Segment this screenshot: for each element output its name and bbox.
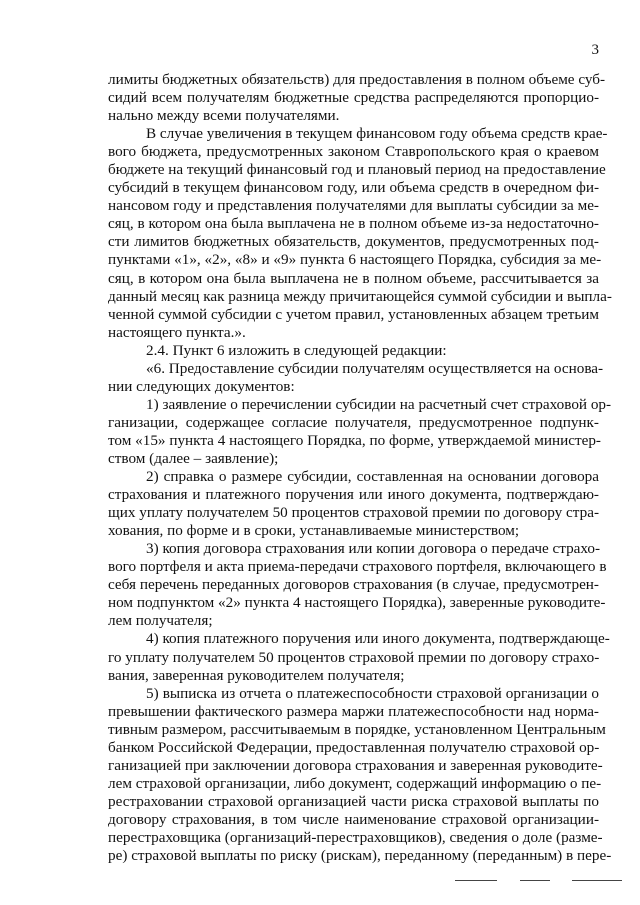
text-line: страхования и платежного поручения или иного документа, подтверждаю- [108, 486, 599, 504]
footer-mark [455, 880, 497, 881]
text-line: тивным размером, рассчитываемым в порядке, установленном Центральным [108, 720, 606, 738]
text-line: В случае увеличения в текущем финансовом году объема средств крае- [146, 125, 608, 143]
text-line: ре) страховой выплаты по риску (рискам), переданному (переданным) в пере- [108, 847, 612, 865]
text-line: данный месяц как разница между причитающейся суммой субсидии и выпла- [108, 287, 612, 305]
text-line: лем получателя; [108, 612, 213, 630]
page-number: 3 [591, 42, 599, 58]
text-line: нии следующих документов: [108, 377, 295, 395]
text-line: лимиты бюджетных обязательств) для предоставления в полном объеме суб- [108, 71, 606, 88]
text-line: вого портфеля и акта приема-передачи страхового портфеля, включающего в [108, 558, 607, 576]
text-line: 1) заявление о перечислении субсидии на расчетный счет страховой ор- [146, 395, 612, 413]
text-line: 2.4. Пункт 6 изложить в следующей редакции: [146, 341, 447, 359]
text-line: вания, заверенная руководителем получателя; [108, 666, 405, 684]
text-line: 4) копия платежного поручения или иного документа, подтверждающе- [146, 630, 610, 648]
text-line: сяц, в котором она была выплачена не в полном объеме, рассчитывается за [108, 269, 599, 287]
text-line: настоящего пункта.». [108, 323, 246, 341]
text-line: щих уплату получателем 50 процентов страховой премии по договору стра- [108, 504, 599, 522]
footer-mark [572, 880, 622, 881]
text-line: сидий всем получателям бюджетные средства распределяются пропорцио- [108, 89, 599, 107]
text-line: 5) выписка из отчета о платежеспособности страховой организации о [146, 684, 599, 702]
text-line: ном подпунктом «2» пункта 4 настоящего Порядка), заверенные руководите- [108, 594, 606, 612]
footer-scan-marks [0, 880, 640, 890]
text-line: себя перечень переданных договоров страхования (в случае, предусмотрен- [108, 576, 599, 594]
text-line: го уплату получателем 50 процентов страховой премии по договору страхо- [108, 648, 600, 666]
text-line: превышении фактического размера маржи платежеспособности над норма- [108, 702, 599, 720]
text-line: лем страховой организации, либо документ, содержащий информацию о пе- [108, 774, 602, 792]
text-line: бюджете на текущий финансовый год и плановый период на предоставление [108, 161, 606, 179]
text-line: 3) копия договора страхования или копии договора о передаче страхо- [146, 540, 601, 558]
text-line: нально между всеми получателями. [108, 107, 340, 125]
text-line: субсидий в текущем финансовом году, или объема средств в очередном фи- [108, 179, 599, 197]
text-line: банком Российской Федерации, предоставленная получателю страховой ор- [108, 738, 600, 756]
text-line: пунктами «1», «2», «8» и «9» пункта 6 настоящего Порядка, субсидия за ме- [108, 251, 602, 269]
text-line: том «15» пункта 4 настоящего Порядка, по форме, утверждаемой министер- [108, 431, 601, 449]
text-line: перестраховщика (организаций-перестраховщиков), сведения о доле (разме- [108, 828, 603, 846]
text-line: хования, по форме и в сроки, устанавливаемые министерством; [108, 522, 520, 540]
text-line: ченной суммой субсидии с учетом правил, установленных абзацем третьим [108, 305, 599, 323]
text-line: «6. Предоставление субсидии получателям осуществляется на основа- [146, 359, 604, 377]
document-body [108, 71, 612, 865]
text-line: рестраховании страховой организацией части риска страховой выплаты по [108, 792, 599, 810]
text-line: 2) справка о размере субсидии, составленная на основании договора [146, 468, 599, 486]
text-line: договору страхования, в том числе наименование страховой организации- [108, 810, 599, 828]
text-line: ганизации, содержащее согласие получателя, предусмотренное подпунк- [108, 413, 599, 431]
text-line: сяц, в котором она была выплачена не в полном объеме из-за недостаточно- [108, 215, 599, 233]
text-line: вого бюджета, предусмотренных законом Ставропольского края о краевом [108, 143, 599, 161]
text-line: нансовом году и представления получателями для выплаты субсидии за ме- [108, 197, 599, 215]
footer-mark [520, 880, 550, 881]
text-line: ганизацией при заключении договора страхования и заверенная руководите- [108, 756, 603, 774]
text-line: сти лимитов бюджетных обязательств, документов, предусмотренных под- [108, 233, 599, 251]
text-line: ством (далее – заявление); [108, 449, 279, 467]
